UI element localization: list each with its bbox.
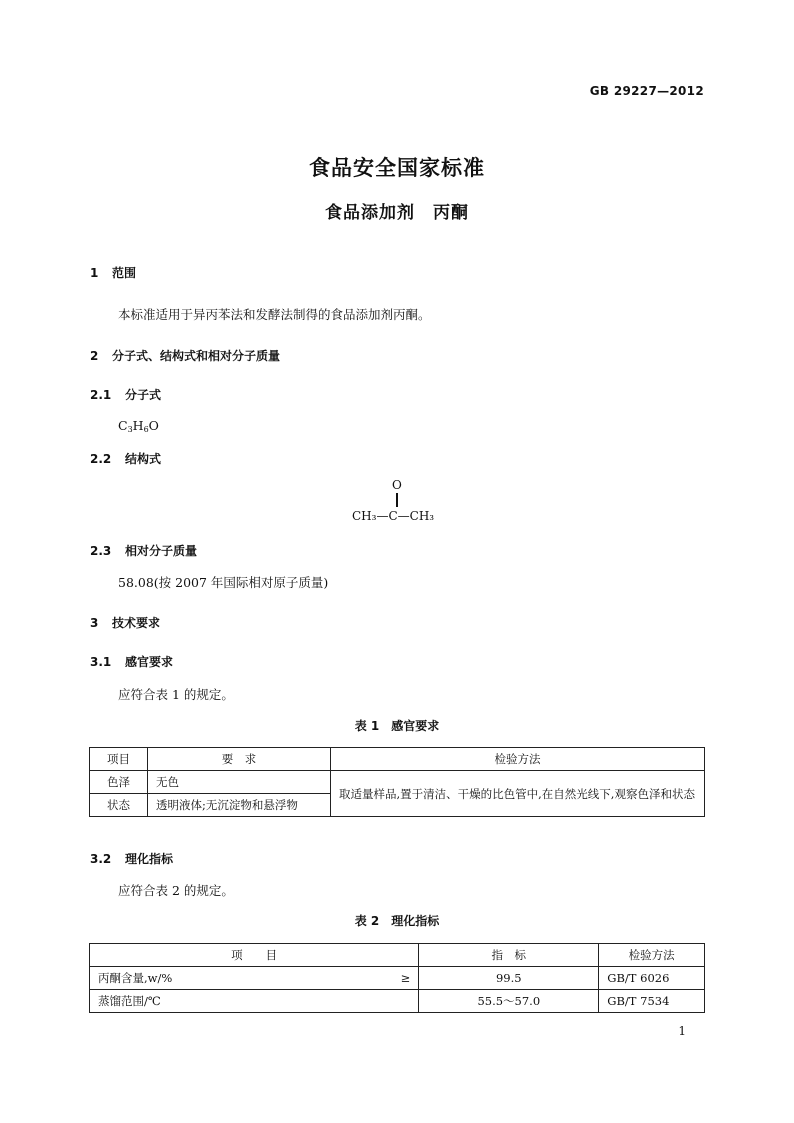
item-cell: 色泽 [90, 771, 148, 794]
section-number: 3.2 [90, 852, 112, 866]
formula-h: H [132, 418, 144, 433]
table-row [90, 771, 705, 794]
formula-h-sub: 6 [143, 425, 149, 434]
structure-oxygen: O [392, 478, 402, 492]
section-1-text: 本标准适用于异丙苯法和发酵法制得的食品添加剂丙酮。 [118, 307, 431, 322]
column-header: 项目 [90, 748, 148, 771]
section-3-heading [90, 614, 160, 631]
section-3-1-heading [90, 653, 173, 670]
method-cell: 取适量样品,置于清洁、干燥的比色管中,在自然光线下,观察色泽和状态 [331, 771, 705, 817]
section-3-1-text: 应符合表 1 的规定。 [118, 687, 234, 702]
section-number: 2.2 [90, 452, 112, 466]
section-title: 分子式、结构式和相对分子质量 [112, 349, 281, 363]
formula-c-sub: 3 [127, 425, 133, 434]
physicochemical-indicators-table [89, 943, 705, 1013]
column-header: 检验方法 [599, 944, 705, 967]
document-title: 食品安全国家标准 [309, 156, 485, 180]
section-title: 相对分子质量 [125, 544, 198, 558]
standard-number: GB 29227—2012 [589, 84, 704, 98]
section-number: 2.3 [90, 544, 112, 558]
column-header: 检验方法 [331, 748, 705, 771]
sign-cell [389, 990, 419, 1013]
section-number: 3.1 [90, 655, 112, 669]
table-2-caption: 表 2 理化指标 [354, 914, 440, 928]
section-3-2-heading [90, 850, 173, 867]
section-3-2-text: 应符合表 2 的规定。 [118, 883, 234, 898]
section-number: 2.1 [90, 388, 112, 402]
section-title: 分子式 [125, 388, 162, 402]
method-cell: GB/T 6026 [599, 967, 705, 990]
value-cell: 55.5～57.0 [419, 990, 599, 1013]
requirement-cell: 无色 [148, 771, 331, 794]
item-cell: 丙酮含量,w/% [90, 967, 389, 990]
column-header: 项 目 [90, 944, 419, 967]
table-header-row [90, 748, 705, 771]
document-subtitle: 食品添加剂 丙酮 [325, 203, 469, 223]
section-number: 3 [90, 616, 99, 630]
section-title: 理化指标 [125, 852, 174, 866]
molecular-mass: 58.08(按 2007 年国际相对原子质量) [118, 575, 329, 590]
table-row [90, 967, 705, 990]
column-header: 要 求 [148, 748, 331, 771]
value-cell: 99.5 [419, 967, 599, 990]
column-header: 指 标 [419, 944, 599, 967]
section-number: 2 [90, 349, 99, 363]
section-2-1-heading [90, 386, 161, 403]
sign-cell: ≥ [389, 967, 419, 990]
table-row [90, 990, 705, 1013]
section-2-3-heading [90, 542, 197, 559]
structural-formula [350, 478, 450, 524]
section-title: 结构式 [125, 452, 162, 466]
method-cell: GB/T 7534 [599, 990, 705, 1013]
table-header-row [90, 944, 705, 967]
section-title: 范围 [112, 266, 137, 280]
section-2-2-heading [90, 450, 161, 467]
section-title: 技术要求 [112, 616, 161, 630]
page-number: 1 [678, 1024, 686, 1038]
molecular-formula [118, 418, 159, 434]
sensory-requirements-table [89, 747, 705, 817]
section-number: 1 [90, 266, 99, 280]
formula-o: O [148, 418, 159, 433]
item-cell: 蒸馏范围/℃ [90, 990, 389, 1013]
section-1-heading [90, 264, 136, 281]
structure-chain: CH₃—C—CH₃ [352, 509, 435, 523]
double-bond-line [396, 493, 398, 507]
formula-c: C [118, 418, 128, 433]
requirement-cell: 透明液体;无沉淀物和悬浮物 [148, 794, 331, 817]
item-cell: 状态 [90, 794, 148, 817]
section-2-heading [90, 347, 280, 364]
section-title: 感官要求 [125, 655, 174, 669]
table-1-caption: 表 1 感官要求 [354, 719, 440, 733]
